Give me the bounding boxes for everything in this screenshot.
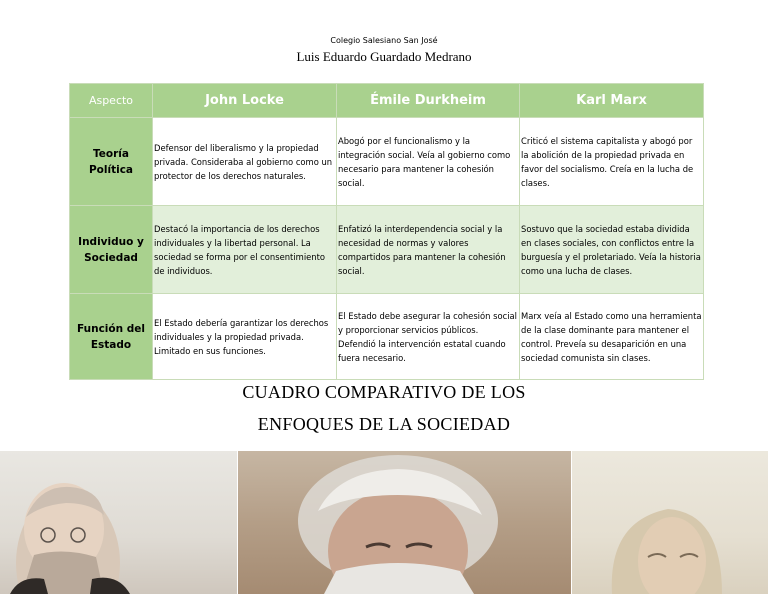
header-durkheim: Émile Durkheim bbox=[337, 84, 520, 118]
table-row bbox=[70, 294, 704, 380]
row-aspect: Función del Estado bbox=[70, 294, 153, 380]
table-header-row bbox=[70, 84, 704, 118]
cell-locke: El Estado debería garantizar los derechos individuales y la propiedad privada. Limitado en sus funciones. bbox=[153, 294, 337, 380]
portrait-marx bbox=[238, 451, 571, 594]
portrait-durkheim bbox=[0, 451, 237, 594]
header-marx: Karl Marx bbox=[520, 84, 704, 118]
table-row bbox=[70, 118, 704, 206]
portrait-locke bbox=[572, 451, 768, 594]
document-title-line-2: ENFOQUES DE LA SOCIEDAD bbox=[257, 414, 511, 434]
header-aspect: Aspecto bbox=[70, 84, 153, 118]
document-title-line-1: CUADRO COMPARATIVO DE LOS bbox=[242, 382, 526, 402]
cell-durkheim: Abogó por el funcionalismo y la integración social. Veía al gobierno como necesario para mantener la cohesión social. bbox=[337, 118, 520, 206]
cell-durkheim: El Estado debe asegurar la cohesión social y proporcionar servicios públicos. Defendió la intervención estatal cuando fuera necesario. bbox=[337, 294, 520, 380]
cell-marx: Sostuvo que la sociedad estaba dividida en clases sociales, con conflictos entre la burguesía y el proletariado. Veía la historia como una lucha de clases. bbox=[520, 206, 704, 294]
row-aspect: Individuo y Sociedad bbox=[70, 206, 153, 294]
school-name: Colegio Salesiano San José bbox=[330, 36, 438, 45]
cell-locke: Defensor del liberalismo y la propiedad privada. Consideraba al gobierno como un protector de los derechos naturales. bbox=[153, 118, 337, 206]
header-locke: John Locke bbox=[153, 84, 337, 118]
row-aspect: Teoría Política bbox=[70, 118, 153, 206]
cell-marx: Marx veía al Estado como una herramienta de la clase dominante para mantener el control. Preveía su desaparición en una sociedad comunista sin clases. bbox=[520, 294, 704, 380]
comparison-table bbox=[69, 83, 704, 380]
cell-marx: Criticó el sistema capitalista y abogó por la abolición de la propiedad privada en favor del socialismo. Creía en la lucha de clases. bbox=[520, 118, 704, 206]
table-row bbox=[70, 206, 704, 294]
author-name: Luis Eduardo Guardado Medrano bbox=[296, 49, 472, 64]
cell-locke: Destacó la importancia de los derechos individuales y la libertad personal. La sociedad se forma por el consentimiento de individuos. bbox=[153, 206, 337, 294]
cell-durkheim: Enfatizó la interdependencia social y la necesidad de normas y valores compartidos para mantener la cohesión social. bbox=[337, 206, 520, 294]
